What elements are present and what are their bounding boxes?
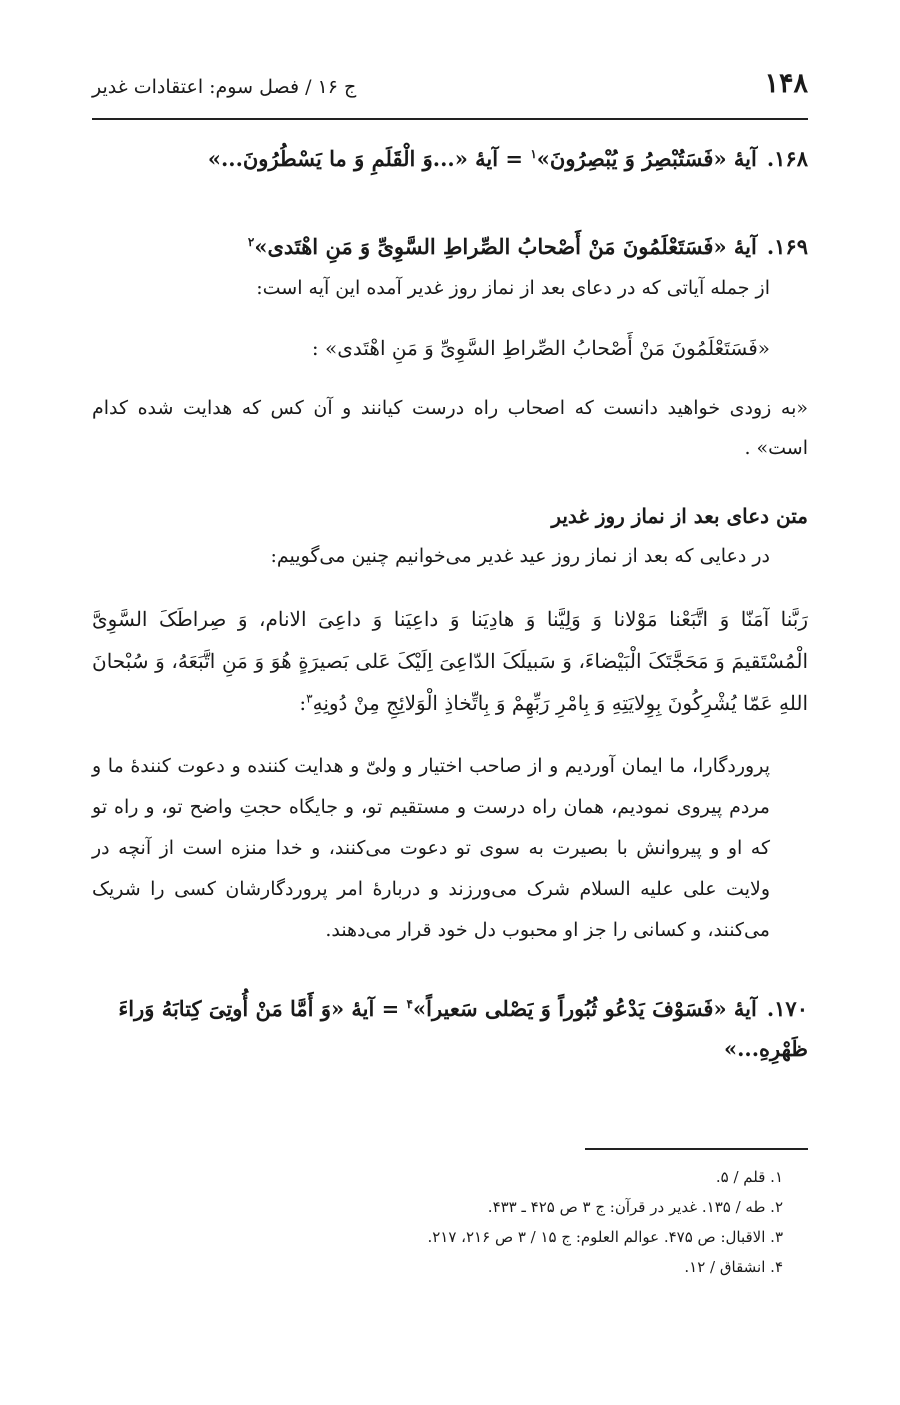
section-title: متن دعای بعد از نماز روز غدیر (551, 504, 808, 528)
verse-text: آیهٔ «فَسَوْفَ یَدْعُو ثُبُوراً وَ یَصْلی سَعیراً» (413, 996, 757, 1021)
verse-170-heading (92, 989, 808, 1069)
footnote-mark: ۴ (406, 997, 413, 1011)
verse-equivalent: = آیهٔ «...وَ الْقَلَمِ وَ ما یَسْطُرُونَ...» (207, 146, 531, 171)
running-title: ج ۱۶ / فصل سوم: اعتقادات غدیر (92, 76, 357, 98)
verse-168-heading (92, 138, 808, 180)
footnote-1: ۱. قلم / ۵. (715, 1168, 783, 1186)
verse-text: آیهٔ «فَسَتُبْصِرُ وَ یُبْصِرُونَ» (536, 146, 757, 171)
footnote-mark: ۱ (530, 147, 537, 161)
footnotes (92, 1162, 808, 1282)
verse-number: ۱۷۰. (766, 996, 808, 1021)
verse-169-quote: «فَسَتَعْلَمُونَ مَنْ أَصْحابُ الصِّراطِ السَّوِیِّ وَ مَنِ اهْتَدی» : (311, 336, 770, 360)
verse-169-heading (92, 226, 808, 268)
verse-169-translation: «به زودی خواهید دانست که اصحاب راه درست کیانند و آن کس که هدایت شده کدام است» . (92, 397, 808, 459)
dua-body: رَبَّنا آمَنّا وَ اتَّبَعْنا مَوْلانا وَ وَلِیَّنا وَ هادِیَنا وَ داعِیَنا وَ داعِیَ الانام، وَ صِراطَکَ السَّوِیَّ الْمُسْتَقیمَ وَ مَحَجَّتَکَ الْبَیْضاءَ، وَ سَبیلَکَ الدّاعِیَ اِلَیْکَ عَلی بَصیرَةٍ هُوَ وَ مَنِ اتَّبَعَهُ، وَ سُبْحانَ اللهِ عَمّا یُشْرِکُونَ بِوِلایَتِهِ وَ بِامْرِ رَبِّهِمْ وَ بِاتِّخاذِ الْوَلائِجِ مِنْ دُونِهِ (92, 607, 808, 715)
footnote-4: ۴. انشقاق / ۱۲. (684, 1258, 783, 1276)
footnote-mark: ۲ (247, 235, 255, 249)
dua-text: رَبَّنا آمَنّا وَ اتَّبَعْنا مَوْلانا وَ وَلِیَّنا وَ هادِیَنا وَ داعِیَنا وَ داعِیَ الانام، وَ صِراطَکَ السَّوِیَّ الْمُسْتَقیمَ وَ مَحَجَّتَکَ الْبَیْضاءَ، وَ سَبیلَکَ الدّاعِیَ اِلَیْکَ عَلی بَصیرَةٍ هُوَ وَ مَنِ اتَّبَعَهُ، وَ سُبْحانَ اللهِ عَمّا یُشْرِکُونَ بِوِلایَتِهِ وَ بِامْرِ رَبِّهِمْ وَ بِاتِّخاذِ الْوَلائِجِ مِنْ دُونِهِ$^۳$: (92, 607, 808, 715)
dua-translation: پروردگارا، ما ایمان آوردیم و از صاحب اختیار و ولیّ و هدایت کننده و دعوت کنندهٔ ما و مردم پیروی نمودیم، همان راه درست و مستقیم تو، و جایگاه حجتِ واضح تو، و راه تو که او و پیروانش با بصیرت به سوی تو دعوت می‌کنند، و خدا منزه است از آنچه در ولایت علی علیه السلام شرک می‌ورزند و دربارهٔ امر پروردگارشان کسی را شریک می‌کنند، و کسانی را جز او محبوب دل خود قرار می‌دهند. (92, 755, 770, 941)
footnote-mark: ۳ (306, 691, 313, 706)
verse-169-intro: از جمله آیاتی که در دعای بعد از نماز روز غدیر آمده این آیه است: (256, 277, 770, 299)
page-body (92, 138, 808, 1069)
page-header (92, 62, 808, 120)
footnote-divider (585, 1148, 808, 1150)
verse-number: ۱۶۹. (766, 234, 808, 259)
footnote-2: ۲. طه / ۱۳۵. غدیر در قرآن: ج ۳ ص ۴۲۵ ـ ۴۳۳. (487, 1198, 783, 1216)
footnote-3: ۳. الاقبال: ص ۴۷۵. عوالم العلوم: ج ۱۵ / ۳ ص ۲۱۶، ۲۱۷. (427, 1228, 783, 1246)
section-intro: در دعایی که بعد از نماز روز عید غدیر می‌خوانیم چنین می‌گوییم: (270, 545, 770, 567)
verse-equivalent: = آیهٔ «وَ أَمَّا مَنْ أُوتِیَ کِتابَهُ وَراءَ ظَهْرِهِ...» (118, 996, 808, 1061)
page-number: ۱۴۸ (764, 68, 808, 99)
verse-text: آیهٔ «فَسَتَعْلَمُونَ مَنْ أَصْحابُ الصِّراطِ السَّوِیِّ وَ مَنِ اهْتَدی» (254, 234, 757, 259)
verse-number: ۱۶۸. (766, 146, 808, 171)
